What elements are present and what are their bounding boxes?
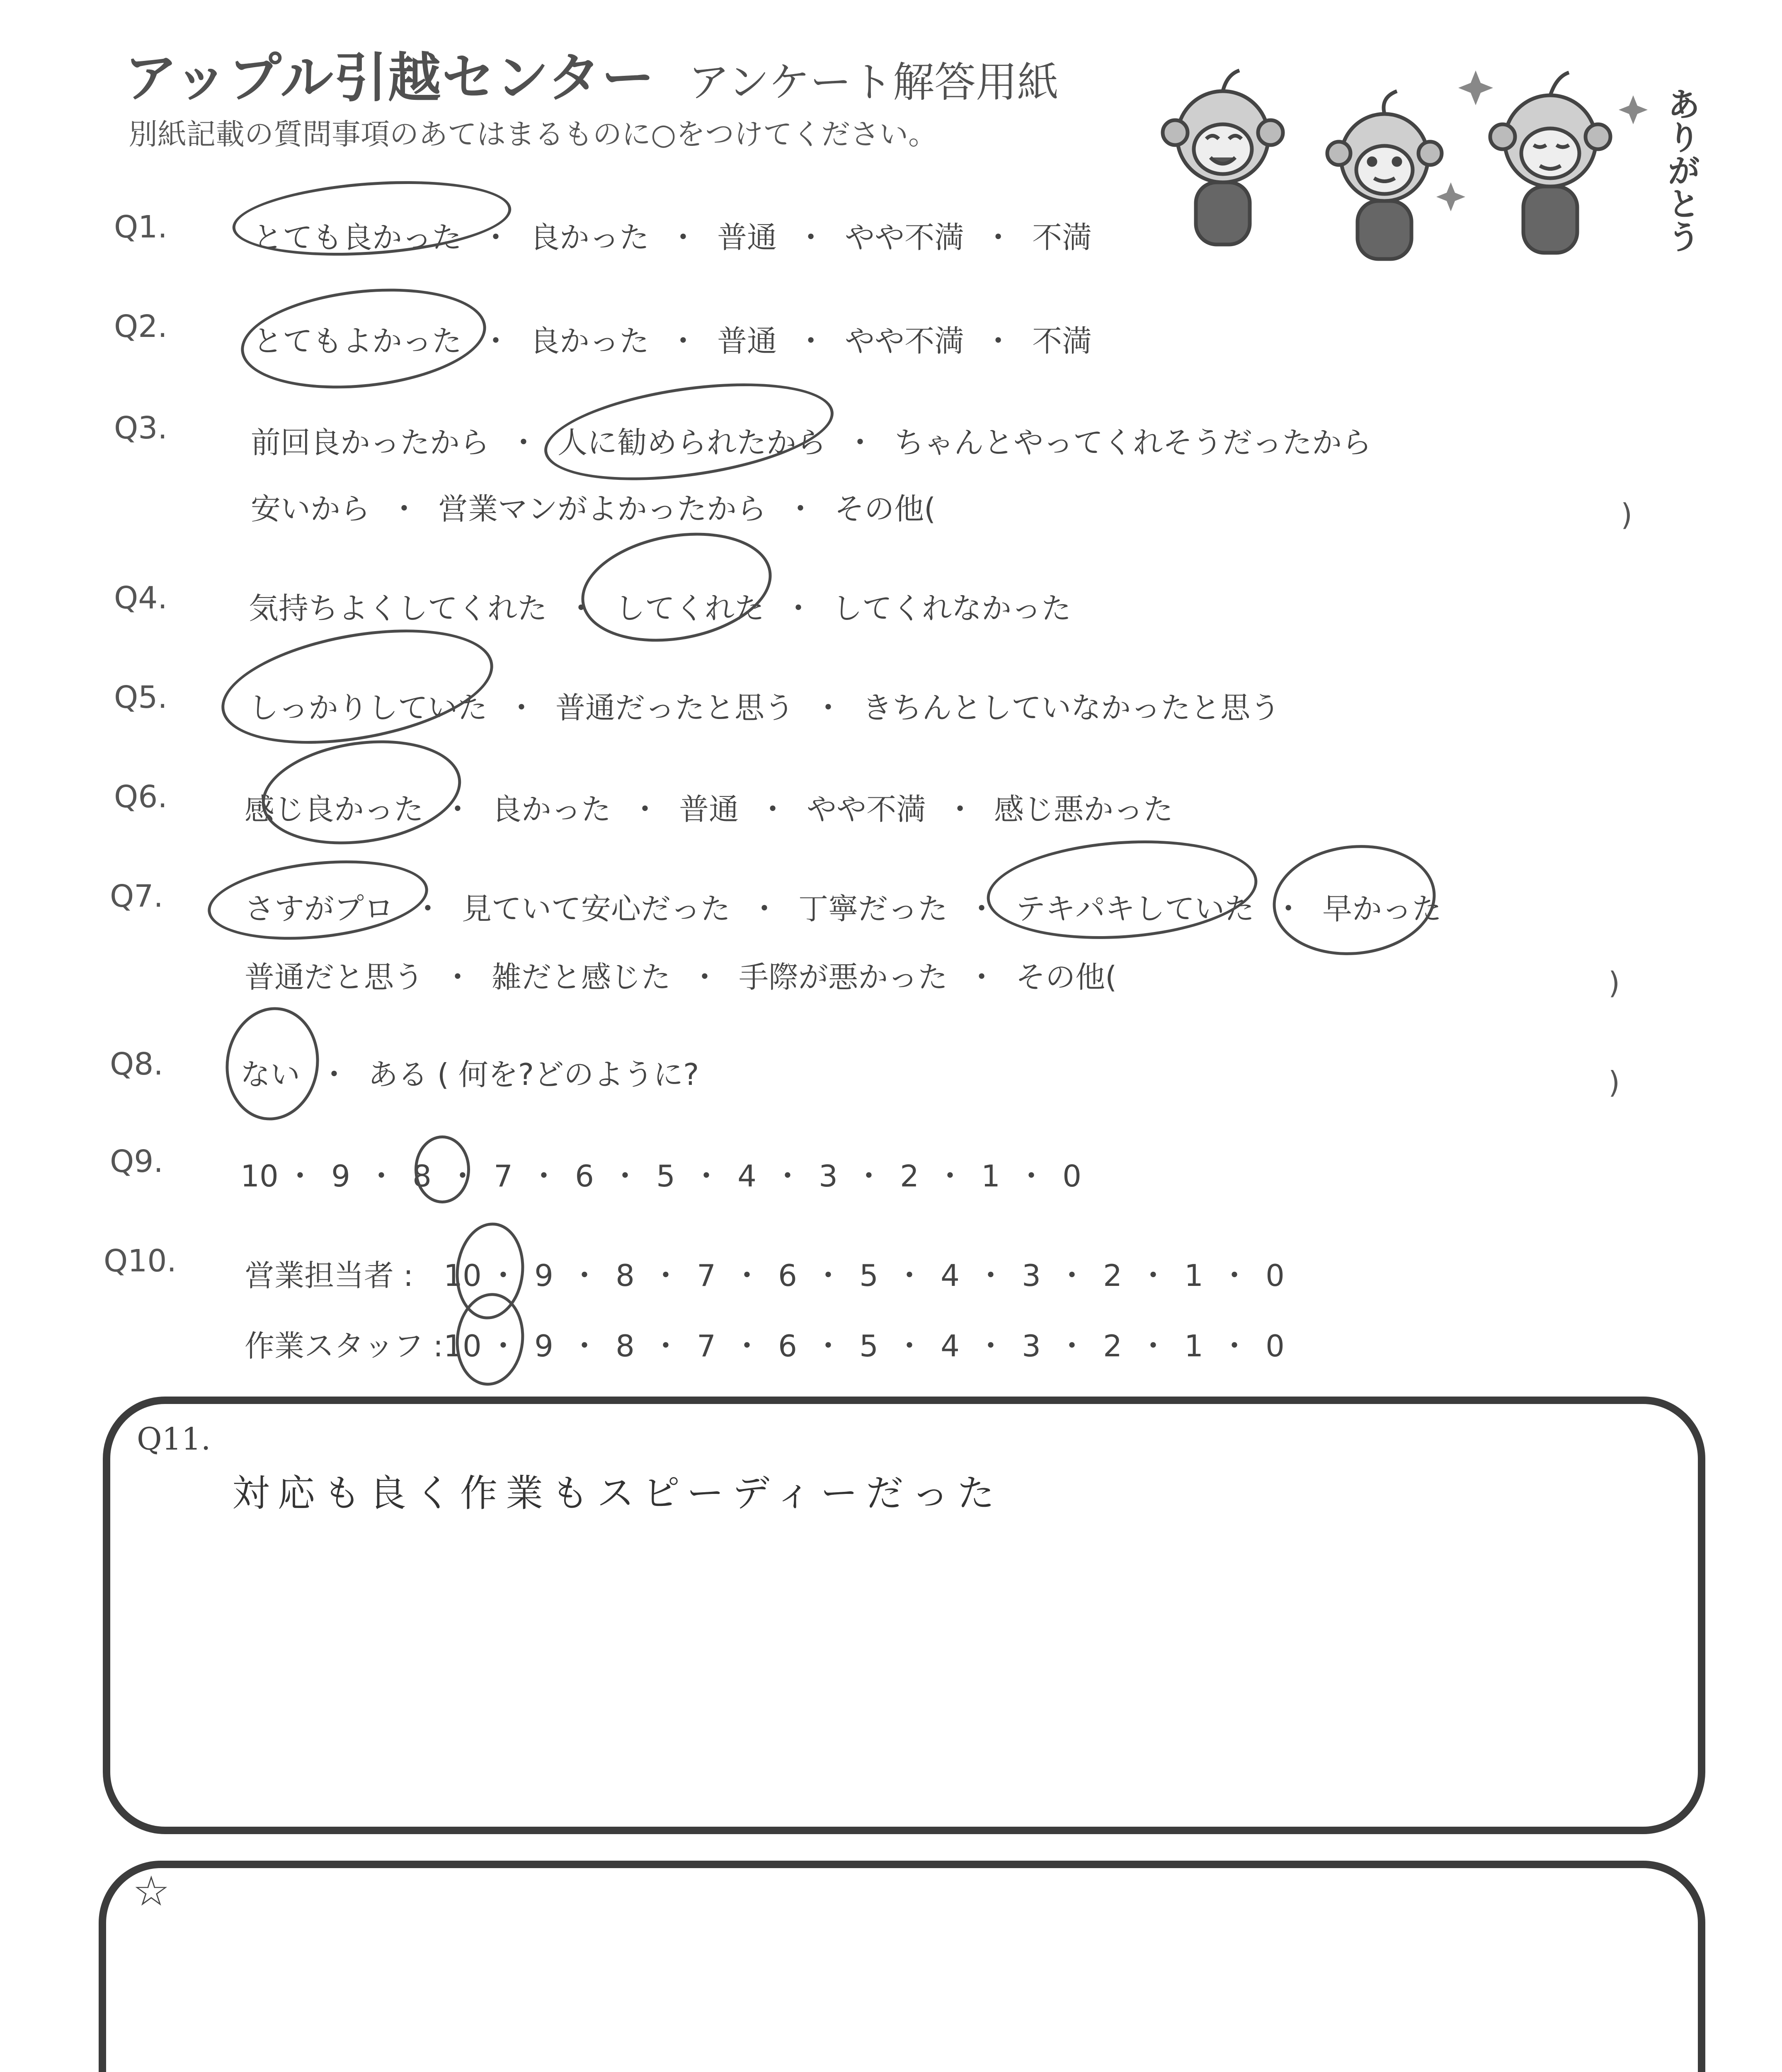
q7-option-1[interactable]: さすがプロ: [245, 891, 394, 926]
q7-option-2[interactable]: 見ていて安心だった: [462, 891, 731, 926]
q7-answer-circle-1: [204, 851, 432, 950]
q1-options: とても良かった ・ 良かった ・ 普通 ・ やや不満 ・ 不満: [253, 213, 1092, 257]
q10-sales-score-6[interactable]: 6: [778, 1258, 797, 1293]
q8-option-2[interactable]: ある ( 何を?どのように?: [368, 1057, 699, 1092]
q5-options: しっかりしていた ・ 普通だったと思う ・ きちんとしていなかったと思う: [249, 684, 1280, 727]
q10-staff-score-5[interactable]: 5: [859, 1329, 878, 1363]
q5-option-2[interactable]: 普通だったと思う: [555, 690, 795, 725]
q10-staff-score-10[interactable]: 10: [444, 1329, 482, 1363]
q7-option-4[interactable]: テキパキしていた: [1016, 891, 1255, 926]
q9-score-5[interactable]: 5: [656, 1159, 675, 1193]
q10-sales-score-10[interactable]: 10: [444, 1258, 482, 1293]
q10-staff-row: 作業スタッフ :10 ・ 9 ・ 8 ・ 7 ・ 6 ・ 5 ・ 4 ・ 3 ・ 2 ・ 1 ・ 0: [245, 1322, 1294, 1365]
q6-label: Q6.: [114, 779, 167, 815]
q10-staff-score-6[interactable]: 6: [778, 1329, 797, 1363]
q2-label: Q2.: [114, 309, 167, 344]
q11-answer-box: [103, 1397, 1705, 1834]
q10-staff-score-4[interactable]: 4: [941, 1329, 960, 1363]
q10-sales-score-9[interactable]: 9: [534, 1258, 553, 1293]
q3-option-1[interactable]: 前回良かったから: [251, 425, 490, 460]
q3-options-line2: 安いから ・ 営業マンがよかったから ・ その他(: [251, 485, 936, 528]
q10-sales-score-3[interactable]: 3: [1022, 1258, 1041, 1293]
q7-answer-circle-3: [1267, 837, 1441, 963]
form-title: アンケート解答用紙: [688, 58, 1059, 107]
q6-options: 感じ良かった ・ 良かった ・ 普通 ・ やや不満 ・ 感じ悪かった: [245, 785, 1173, 828]
q9-score-1[interactable]: 1: [981, 1159, 1000, 1193]
q7-label: Q7.: [110, 879, 163, 914]
q10-staff-score-7[interactable]: 7: [697, 1329, 716, 1363]
q9-score-3[interactable]: 3: [819, 1159, 838, 1193]
q3-label: Q3.: [114, 410, 167, 446]
q1-option-4[interactable]: やや不満: [845, 220, 965, 255]
q3-close-paren: ): [1621, 497, 1633, 532]
company-title: アップル引越センター: [124, 47, 655, 109]
q8-answer-circle: [218, 1001, 326, 1127]
q10-sales-score-5[interactable]: 5: [859, 1258, 878, 1293]
q2-option-4[interactable]: やや不満: [845, 324, 965, 358]
q6-answer-circle: [255, 729, 468, 857]
q4-option-1[interactable]: 気持ちよくしてくれた: [249, 591, 548, 626]
q10-staff-score-0[interactable]: 0: [1266, 1329, 1285, 1363]
q10-sales-score-7[interactable]: 7: [697, 1258, 716, 1293]
q9-score-10[interactable]: 10: [240, 1159, 279, 1193]
q6-option-1[interactable]: 感じ良かった: [245, 792, 424, 827]
q11-label: Q11.: [137, 1421, 211, 1457]
q4-option-3[interactable]: してくれなかった: [832, 591, 1072, 626]
q6-option-5[interactable]: 感じ悪かった: [994, 792, 1173, 827]
q7-option-9[interactable]: その他(: [1016, 960, 1117, 995]
q4-answer-circle: [572, 519, 780, 656]
q10-staff-label: 作業スタッフ :: [245, 1329, 444, 1363]
q7-options-line1: さすがプロ ・ 見ていて安心だった ・ 丁寧だった ・ テキパキしていた ・ 早かった: [245, 885, 1442, 928]
star-icon: ☆: [133, 1867, 170, 1915]
q9-label: Q9.: [110, 1144, 163, 1179]
q2-option-2[interactable]: 良かった: [530, 324, 650, 358]
instruction-text: 別紙記載の質問事項のあてはまるものに○をつけてください。: [128, 117, 938, 151]
q5-option-3[interactable]: きちんとしていなかったと思う: [862, 690, 1280, 725]
q10-sales-score-8[interactable]: 8: [616, 1258, 635, 1293]
q7-option-5[interactable]: 早かった: [1322, 891, 1442, 926]
q1-option-5[interactable]: 不満: [1032, 220, 1092, 255]
monkey-shy-icon: [1327, 91, 1442, 259]
q9-score-2[interactable]: 2: [900, 1159, 919, 1193]
q6-option-2[interactable]: 良かった: [492, 792, 611, 827]
mascot-illustration: [1152, 46, 1691, 278]
q6-option-4[interactable]: やや不満: [807, 792, 926, 827]
q2-option-1[interactable]: とてもよかった: [253, 324, 462, 358]
q9-score-6[interactable]: 6: [575, 1159, 594, 1193]
q9-scale: 10 ・ 9 ・ 8 ・ 7 ・ 6 ・ 5 ・ 4 ・ 3 ・ 2 ・ 1 ・ 0: [240, 1152, 1091, 1195]
q5-label: Q5.: [114, 680, 167, 715]
q7-option-3[interactable]: 丁寧だった: [798, 891, 948, 926]
q10-label: Q10.: [104, 1243, 177, 1279]
q10-sales-row: 営業担当者 : 10 ・ 9 ・ 8 ・ 7 ・ 6 ・ 5 ・ 4 ・ 3 ・ 2 ・ 1 ・ 0: [245, 1251, 1294, 1295]
q3-option-5[interactable]: 営業マンがよかったから: [438, 491, 767, 526]
q10-staff-score-1[interactable]: 1: [1184, 1329, 1203, 1363]
q10-sales-score-1[interactable]: 1: [1184, 1258, 1203, 1293]
q2-option-3[interactable]: 普通: [717, 324, 777, 358]
q7-close-paren: ): [1608, 966, 1620, 1000]
q9-score-9[interactable]: 9: [331, 1159, 350, 1193]
q8-options: ない ・ ある ( 何を?どのように?: [240, 1051, 699, 1094]
q10-staff-answer-circle: [451, 1290, 529, 1389]
q4-option-2[interactable]: してくれた: [615, 591, 765, 626]
q1-option-2[interactable]: 良かった: [530, 220, 650, 255]
q10-staff-score-3[interactable]: 3: [1022, 1329, 1041, 1363]
q7-option-6[interactable]: 普通だと思う: [245, 960, 424, 995]
q1-label: Q1.: [114, 209, 167, 245]
q7-option-8[interactable]: 手際が悪かった: [739, 960, 948, 995]
q9-score-0[interactable]: 0: [1062, 1159, 1081, 1193]
q7-option-7[interactable]: 雑だと感じた: [492, 960, 671, 995]
q10-staff-score-8[interactable]: 8: [616, 1329, 635, 1363]
monkey-bowing-icon: [1490, 73, 1610, 253]
q10-sales-score-2[interactable]: 2: [1103, 1258, 1122, 1293]
mascot-caption: ありがとう: [1662, 87, 1700, 253]
q10-sales-label: 営業担当者 :: [245, 1258, 414, 1293]
q3-option-4[interactable]: 安いから: [251, 491, 371, 526]
q1-option-3[interactable]: 普通: [717, 220, 777, 255]
q8-label: Q8.: [110, 1046, 163, 1082]
q11-answer-text[interactable]: 対応も良く作業もスピーディーだった: [232, 1472, 1003, 1515]
q5-option-1[interactable]: しっかりしていた: [249, 690, 488, 725]
q3-option-6[interactable]: その他(: [834, 491, 936, 526]
free-comment-box: [99, 1861, 1705, 2072]
q3-option-3[interactable]: ちゃんとやってくれそうだったから: [894, 425, 1372, 460]
q9-score-4[interactable]: 4: [737, 1159, 756, 1193]
q2-answer-circle: [236, 278, 491, 400]
q1-option-1[interactable]: とても良かった: [253, 220, 462, 255]
q9-score-8[interactable]: 8: [412, 1159, 432, 1193]
q4-label: Q4.: [114, 580, 167, 616]
q6-option-3[interactable]: 普通: [679, 792, 739, 827]
monkey-laughing-icon: [1163, 70, 1283, 244]
q10-staff-score-9[interactable]: 9: [534, 1329, 553, 1363]
q2-option-5[interactable]: 不満: [1032, 324, 1092, 358]
q10-staff-score-2[interactable]: 2: [1103, 1329, 1122, 1363]
q10-sales-score-4[interactable]: 4: [941, 1258, 960, 1293]
q7-options-line2: 普通だと思う ・ 雑だと感じた ・ 手際が悪かった ・ その他(: [245, 953, 1117, 996]
q10-sales-score-0[interactable]: 0: [1266, 1258, 1285, 1293]
q3-option-2[interactable]: 人に勧められたから: [558, 425, 827, 460]
q9-score-7[interactable]: 7: [494, 1159, 513, 1193]
q7-answer-circle-2: [984, 832, 1261, 947]
q3-options-line1: 前回良かったから ・ 人に勧められたから ・ ちゃんとやってくれそうだったから: [251, 419, 1372, 462]
q4-options: 気持ちよくしてくれた ・ してくれた ・ してくれなかった: [249, 584, 1071, 627]
q2-options: とてもよかった ・ 良かった ・ 普通 ・ やや不満 ・ 不満: [253, 317, 1092, 360]
q8-close-paren: ): [1608, 1065, 1620, 1100]
q5-answer-circle: [213, 611, 502, 762]
q8-option-1[interactable]: ない: [240, 1057, 301, 1092]
q9-answer-circle: [415, 1135, 470, 1203]
q3-answer-circle: [538, 368, 840, 496]
